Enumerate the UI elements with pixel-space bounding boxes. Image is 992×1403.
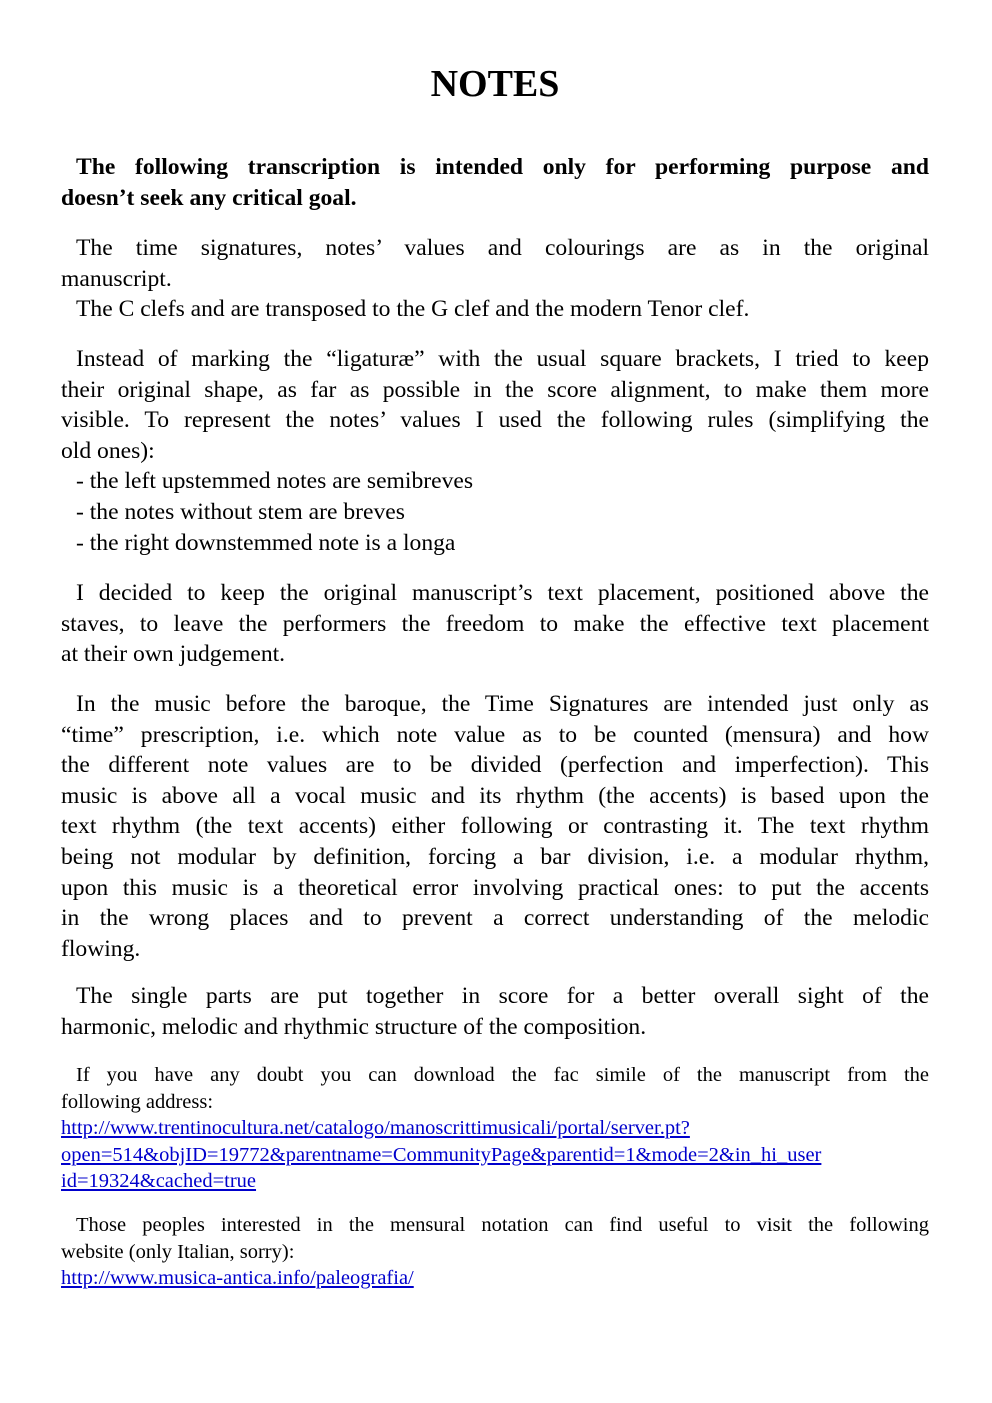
text-line: “time” prescription, i.e. which note value as to be counted (mensura) and how	[61, 721, 929, 748]
text-line: I decided to keep the original manuscript’s text placement, positioned above the	[76, 580, 929, 606]
rule-item: - the right downstemmed note is a longa	[76, 529, 456, 556]
facsimile-link[interactable]	[61, 1115, 929, 1195]
text-line: following address:	[61, 1090, 214, 1113]
text-line: flowing.	[61, 935, 141, 962]
ligatures-paragraph	[61, 344, 929, 558]
page-title: NOTES	[430, 63, 560, 105]
text-line: upon this music is a theoretical error involving practical ones: to put the accents	[61, 874, 929, 901]
text-line: music is above all a vocal music and its rhythm (the accents) is based upon the	[61, 782, 929, 809]
text-placement-paragraph	[61, 578, 929, 670]
text-line: staves, to leave the performers the freedom to make the effective text placement	[61, 610, 929, 637]
text-line: text rhythm (the text accents) either following or contrasting it. The text rhythm	[61, 813, 929, 840]
facsimile-paragraph	[61, 1062, 929, 1195]
link-line: id=19324&cached=true	[61, 1170, 257, 1192]
mensural-notation-paragraph	[61, 1212, 929, 1292]
text-line: at their own judgement.	[61, 641, 286, 668]
text-line: manuscript.	[61, 265, 172, 292]
text-line: If you have any doubt you can download the fac simile of the manuscript from the	[76, 1064, 929, 1086]
text-line: being not modular by definition, forcing a bar division, i.e. a modular rhythm,	[61, 843, 929, 870]
rule-item: - the notes without stem are breves	[76, 498, 405, 525]
link-line: http://www.trentinocultura.net/catalogo/manoscrittimusicali/portal/server.pt?	[61, 1117, 690, 1139]
text-line: The following transcription is intended only for performing purpose and	[76, 154, 929, 180]
rule-item: - the left upstemmed notes are semibreves	[76, 468, 474, 495]
intro-paragraph	[61, 152, 929, 213]
text-line: in the wrong places and to prevent a correct understanding of the melodic	[61, 905, 929, 932]
text-line: In the music before the baroque, the Time Signatures are intended just only as	[76, 691, 929, 717]
text-line: The C clefs and are transposed to the G clef and the modern Tenor clef.	[76, 296, 750, 323]
time-signatures-paragraph	[61, 233, 929, 325]
time-signatures-history-paragraph	[61, 689, 929, 964]
text-line: Instead of marking the “ligaturæ” with the usual square brackets, I tried to keep	[76, 346, 929, 372]
text-line: old ones):	[61, 437, 155, 464]
score-paragraph	[61, 981, 929, 1042]
text-line: their original shape, as far as possible in the score alignment, to make them more	[61, 376, 929, 403]
paleografia-link[interactable]: http://www.musica-antica.info/paleografia/	[61, 1267, 414, 1289]
link-line: open=514&objID=19772&parentname=CommunityPage&parentid=1&mode=2&in_hi_user	[61, 1143, 822, 1166]
text-line: Those peoples interested in the mensural notation can find useful to visit the following	[76, 1214, 929, 1236]
text-line: The time signatures, notes’ values and colourings are as in the original	[76, 235, 929, 261]
text-line: doesn’t seek any critical goal.	[61, 184, 357, 211]
text-line: harmonic, melodic and rhythmic structure of the composition.	[61, 1013, 647, 1040]
text-line: visible. To represent the notes’ values I used the following rules (simplifying the	[61, 407, 929, 434]
text-line: website (only Italian, sorry):	[61, 1240, 295, 1263]
text-line: the different note values are to be divided (perfection and imperfection). This	[61, 752, 929, 779]
text-line: The single parts are put together in score for a better overall sight of the	[76, 983, 929, 1009]
